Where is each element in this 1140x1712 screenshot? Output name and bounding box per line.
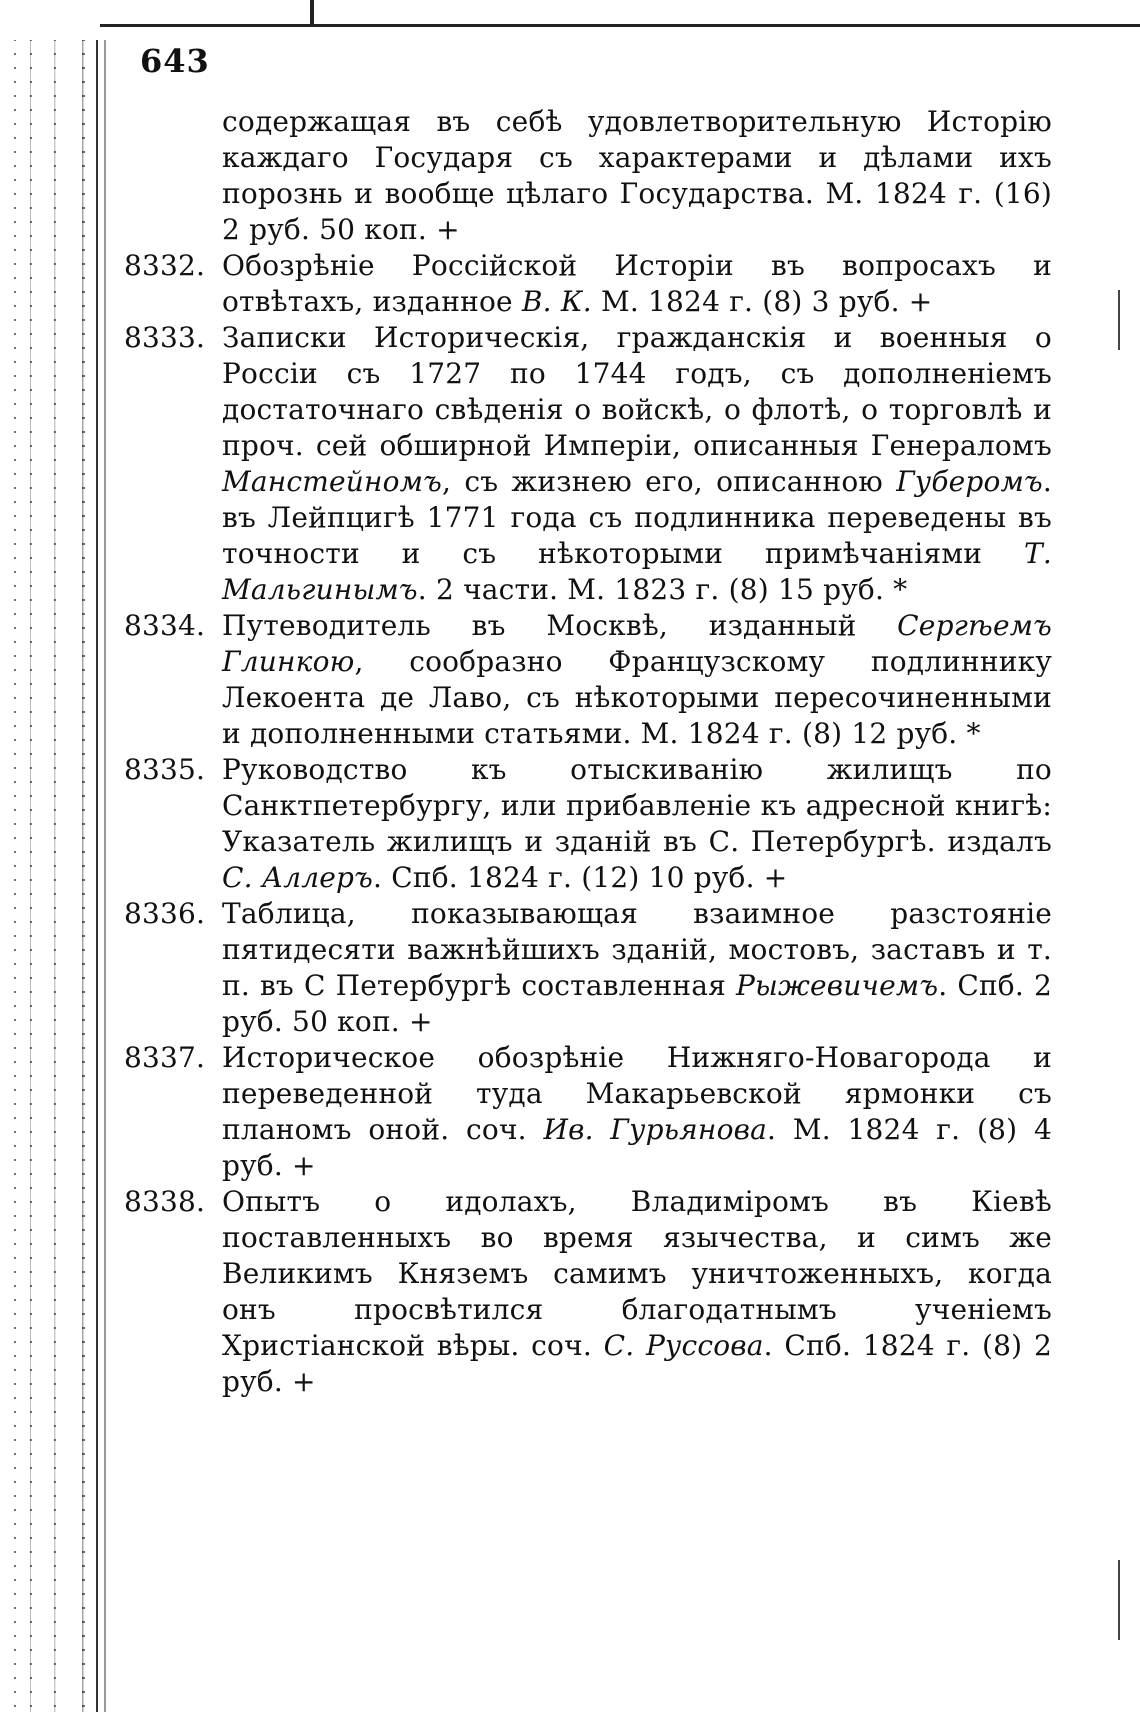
entry-number: 8335.: [124, 753, 206, 786]
entry-text: [222, 104, 1052, 248]
entry-text: [222, 320, 1052, 608]
author-name: С. Руссова: [603, 1329, 764, 1362]
entry-text-run: . М. 1824 г. (8) 4 руб. +: [222, 1113, 1052, 1182]
entry-text: [222, 608, 1052, 752]
entry-text-run: , съ жизнею его, описанною: [442, 465, 897, 498]
author-name: В. К.: [521, 285, 592, 318]
entry-number: 8334.: [124, 609, 206, 642]
binding-gutter: [14, 40, 100, 1712]
catalog-entry: [124, 896, 1052, 1040]
right-edge-mark: [1118, 290, 1120, 350]
author-name: Т. Мальгинымъ: [222, 537, 1052, 606]
entry-text-run: . въ Лейпцигѣ 1771 года съ подлинника переведены въ точности и съ нѣкоторыми примѣчаніями: [222, 465, 1052, 570]
catalog-entry: [124, 320, 1052, 608]
catalog-entry: [124, 104, 1052, 248]
entry-text: [222, 896, 1052, 1040]
entry-text-run: . Спб. 2 руб. 50 коп. +: [222, 969, 1052, 1038]
entry-text-run: , сообразно Французскому подлиннику Лекоента де Лаво, съ нѣкоторыми пересочиненными и дополненными статьями. М. 1824 г. (8) 12 руб. *: [222, 645, 1052, 750]
entry-text-run: Таблица, показывающая взаимное разстояніе пятидесяти важнѣйшихъ зданій, мостовъ, заставъ и т. п. въ С Петербургѣ составленная: [222, 897, 1052, 1002]
entry-text-run: Записки Историческія, гражданскія и военныя о Россіи съ 1727 по 1744 годъ, съ дополненіемъ достаточнаго свѣденія о войскѣ, о флотѣ, о торговлѣ и проч. сей обширной Имперіи, описанныя Генераломъ: [222, 321, 1052, 462]
entry-text: [222, 1040, 1052, 1184]
author-name: Манстейномъ: [222, 465, 443, 498]
gutter-line: [96, 40, 98, 1712]
entry-number: 8332.: [124, 249, 206, 282]
entry-text: [222, 1184, 1052, 1400]
entry-text-run: содержащая въ себѣ удовлетворительную Исторію каждаго Государя съ характерами и дѣлами ихъ порознь и вообще цѣлаго Государства. М. 1824 г. (16) 2 руб. 50 коп. +: [222, 105, 1052, 246]
page-number: 643: [140, 42, 210, 80]
entry-text-run: Обозрѣніе Россійской Исторіи въ вопросахъ и отвѣтахъ, изданное: [222, 249, 1052, 318]
author-name: Рыжевичемъ: [735, 969, 939, 1002]
entry-text-run: Историческое обозрѣніе Нижняго-Новагорода и переведенной туда Макарьевской ярмонки съ планомъ оной. соч.: [222, 1041, 1052, 1146]
entry-text-run: Руководство къ отыскиванію жилищъ по Санктпетербургу, или прибавленіе къ адресной книгѣ: Указатель жилищъ и зданій въ С. Петербургѣ. издалъ: [222, 753, 1052, 858]
entry-text-run: М. 1824 г. (8) 3 руб. +: [591, 285, 933, 318]
page-top-tick: [310, 0, 314, 26]
author-name: Губеромъ: [896, 465, 1043, 498]
catalog-entry: [124, 608, 1052, 752]
catalog-entry: [124, 248, 1052, 320]
catalog-entry: [124, 752, 1052, 896]
entry-text-run: Опытъ о идолахъ, Владиміромъ въ Кіевѣ поставленныхъ во время язычества, и симъ же Великимъ Княземъ самимъ уничтоженныхъ, когда онъ просвѣтился благодатнымъ ученіемъ Христіанской вѣры. соч.: [222, 1185, 1052, 1362]
right-edge-mark: [1118, 1560, 1120, 1640]
catalog-entry: [124, 1040, 1052, 1184]
entry-number: 8336.: [124, 897, 206, 930]
author-name: Сергѣемъ Глинкою: [222, 609, 1052, 678]
entry-number: 8338.: [124, 1185, 206, 1218]
page-top-edge: [100, 24, 1140, 27]
entry-text-run: . Спб. 1824 г. (8) 2 руб. +: [222, 1329, 1052, 1398]
entry-number: 8337.: [124, 1041, 206, 1074]
entry-number: 8333.: [124, 321, 206, 354]
entry-text-run: Путеводитель въ Москвѣ, изданный: [222, 609, 898, 642]
entry-text-run: . Спб. 1824 г. (12) 10 руб. +: [373, 861, 788, 894]
catalog-entries: [124, 104, 1052, 1400]
gutter-line: [104, 40, 106, 1712]
entry-text-run: . 2 части. М. 1823 г. (8) 15 руб. *: [417, 573, 908, 606]
author-name: Ив. Гурьянова: [543, 1113, 768, 1146]
author-name: С. Аллеръ: [222, 861, 374, 894]
catalog-entry: [124, 1184, 1052, 1400]
entry-text: [222, 752, 1052, 896]
entry-text: [222, 248, 1052, 320]
